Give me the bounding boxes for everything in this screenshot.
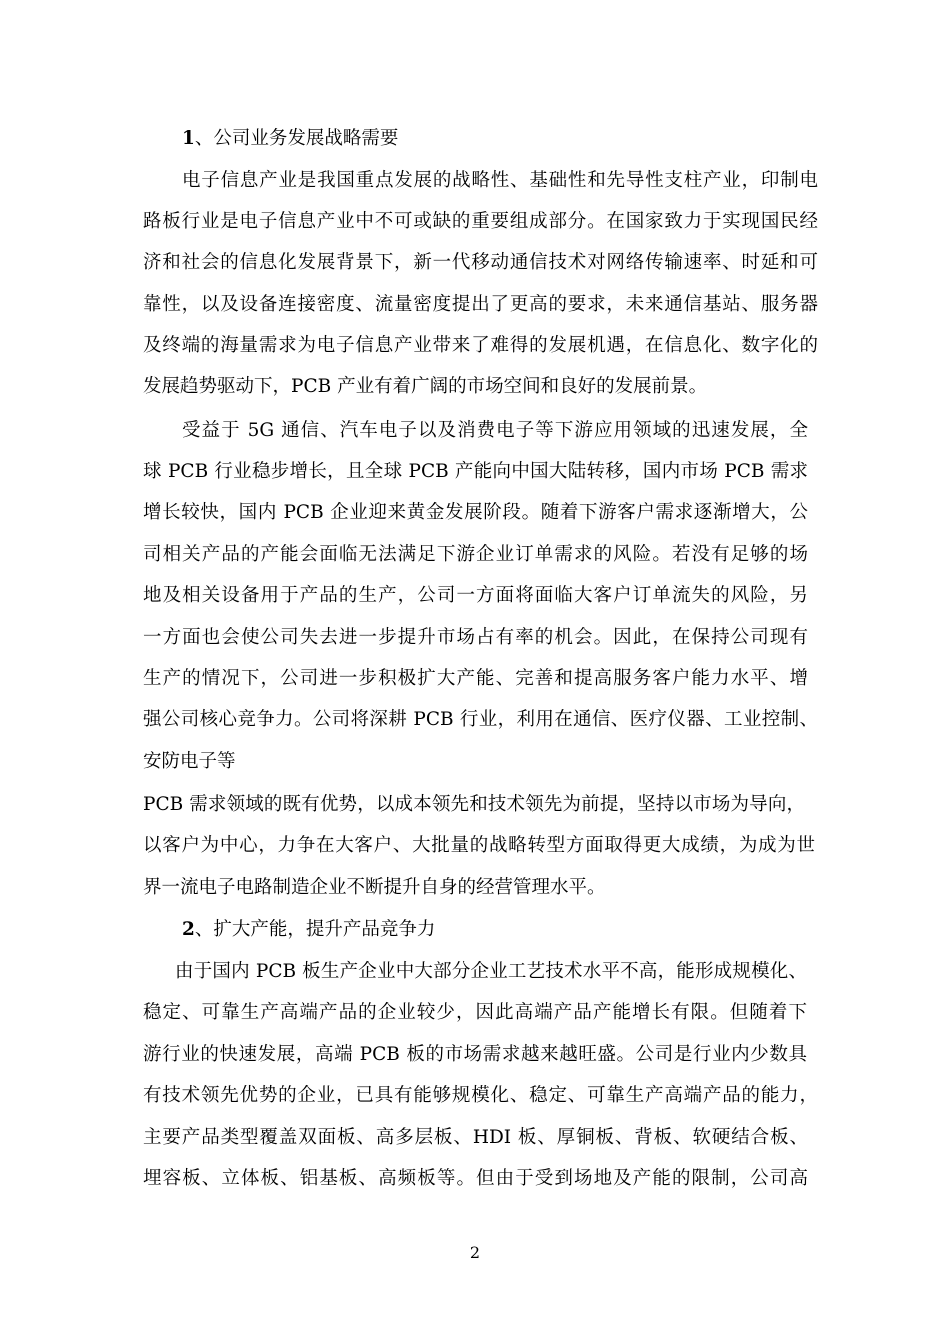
section-number: 2 [182,919,195,940]
paragraph-line: 增长较快，国内 PCB 企业迎来黄金发展阶段。随着下游客户需求逐渐增大，公 [143,502,808,523]
paragraph-line: 有技术领先优势的企业，已具有能够规模化、稳定、可靠生产高端产品的能力， [143,1085,818,1106]
section-heading-1 [182,127,398,151]
paragraph-line: 受益于 5G 通信、汽车电子以及消费电子等下游应用领域的迅速发展，全 [182,420,808,441]
paragraph-line: PCB 需求领域的既有优势，以成本领先和技术领先为前提，坚持以市场为导向， [143,794,805,815]
paragraph-line: 球 PCB 行业稳步增长，且全球 PCB 产能向中国大陆转移，国内市场 PCB 需求 [143,461,808,482]
section-title: 、扩大产能，提升产品竞争力 [194,919,436,940]
paragraph-line: 司相关产品的产能会面临无法满足下游企业订单需求的风险。若没有足够的场 [143,544,808,565]
paragraph-line: 靠性，以及设备连接密度、流量密度提出了更高的要求，未来通信基站、服务器 [143,294,818,315]
paragraph-line: 一方面也会使公司失去进一步提升市场占有率的机会。因此，在保持公司现有 [143,627,808,648]
paragraph-line: 电子信息产业是我国重点发展的战略性、基础性和先导性支柱产业，印制电 [182,170,818,191]
paragraph-line: 路板行业是电子信息产业中不可或缺的重要组成部分。在国家致力于实现国民经 [143,211,818,232]
section-heading-2 [182,918,435,942]
section-number: 1 [182,128,195,149]
paragraph-line: 济和社会的信息化发展背景下，新一代移动通信技术对网络传输速率、时延和可 [143,252,818,273]
paragraph-line: 游行业的快速发展，高端 PCB 板的市场需求越来越旺盛。公司是行业内少数具 [143,1044,807,1065]
section-title: 、公司业务发展战略需要 [194,128,399,149]
paragraph-line: 地及相关设备用于产品的生产，公司一方面将面临大客户订单流失的风险，另 [143,585,808,606]
paragraph-line: 界一流电子电路制造企业不断提升自身的经营管理水平。 [143,877,606,898]
paragraph-line: 以客户为中心，力争在大客户、大批量的战略转型方面取得更大成绩，为成为世 [143,835,815,856]
paragraph-line: 发展趋势驱动下，PCB 产业有着广阔的市场空间和良好的发展前景。 [143,376,708,397]
paragraph-line: 强公司核心竞争力。公司将深耕 PCB 行业，利用在通信、医疗仪器、工业控制、 [143,709,818,730]
paragraph-line: 生产的情况下，公司进一步积极扩大产能、完善和提高服务客户能力水平、增 [143,668,808,689]
page-number: 2 [469,1243,481,1262]
paragraph-line: 安防电子等 [143,751,236,772]
paragraph-line: 及终端的海量需求为电子信息产业带来了难得的发展机遇，在信息化、数字化的 [143,335,818,356]
paragraph-line: 稳定、可靠生产高端产品的企业较少，因此高端产品产能增长有限。但随着下 [143,1002,807,1023]
paragraph-line: 由于国内 PCB 板生产企业中大部分企业工艺技术水平不高，能形成规模化、 [175,961,807,982]
paragraph-line: 主要产品类型覆盖双面板、高多层板、HDI 板、厚铜板、背板、软硬结合板、 [143,1127,808,1148]
paragraph-line: 埋容板、立体板、铝基板、高频板等。但由于受到场地及产能的限制，公司高 [143,1168,808,1189]
